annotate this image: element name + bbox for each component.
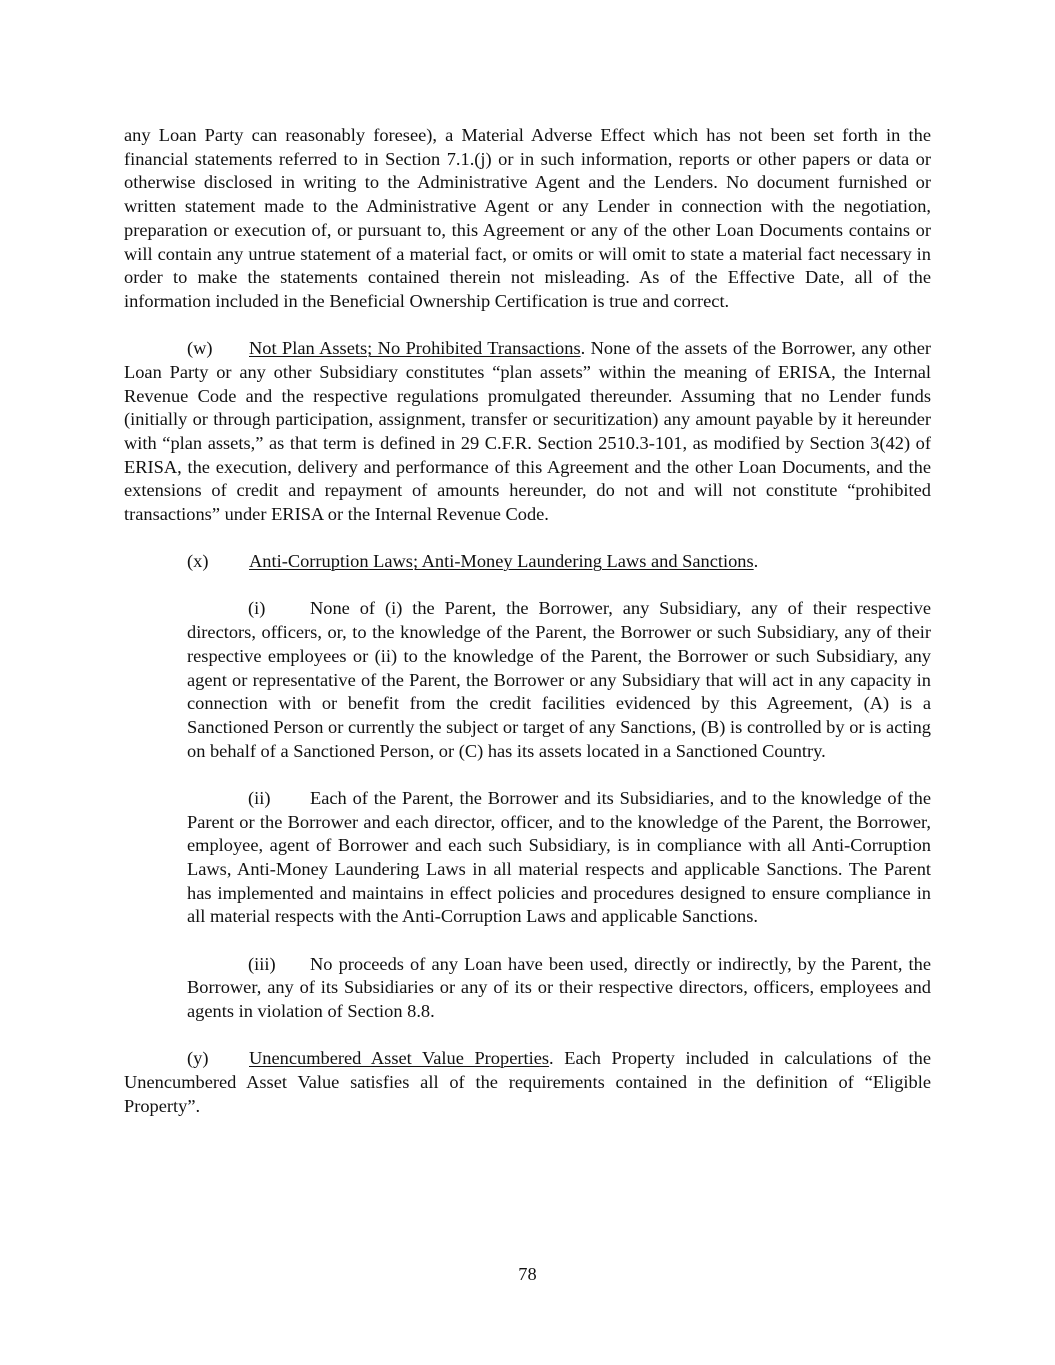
section-w-body: . None of the assets of the Borrower, any other Loan Party or any other Subsidiary constitutes “plan assets” within the meaning of ERISA, the Internal Revenue Code and the respective regulations promulgated thereunder. Assuming that no Lender funds (initially or through participation, assignment, transfer or securitization) any amount payable by it hereunder with “plan assets,” as that term is defined in 29 C.F.R. Section 2510.3-101, as modified by Section 3(42) of ERISA, the execution, delivery and performance of this Agreement and the other Loan Documents, and the extensions of credit and repayment of amounts hereunder, do not and will not constitute “prohibited transactions” under ERISA or the Internal Revenue Code. [124,338,931,525]
section-y-label: (y) [187,1048,209,1069]
section-x-item-iii-text: No proceeds of any Loan have been used, directly or indirectly, by the Parent, the Borrower, any of its Subsidiaries or any of its or their respective directors, officers, employees and agents in violation of Section 8.8. [187,953,931,1021]
section-x-item-iii-label: (iii) [248,953,276,974]
section-w-heading: Not Plan Assets; No Prohibited Transactions [249,338,581,359]
section-y-body: . Each Property included in calculations of the Unencumbered Asset Value satisfies all of the requirements contained in the definition of “Eligible Property”. [124,1048,931,1116]
section-x-item-i-label: (i) [248,598,266,619]
section-x-item-iii [187,953,931,1024]
document-page [124,124,931,1118]
section-x-item-ii-text: Each of the Parent, the Borrower and its Subsidiaries, and to the knowledge of the Parent or the Borrower and each director, officer, and to the knowledge of the Parent, the Borrower, employee, agent of Borrower and each such Subsidiary, is in compliance with all Anti-Corruption Laws, Anti-Money Laundering Laws in all material respects and applicable Sanctions. The Parent has implemented and maintains in effect policies and procedures designed to ensure compliance in all material respects with the Anti-Corruption Laws and applicable Sanctions. [187,787,931,927]
section-x-label: (x) [187,551,209,572]
section-x-heading: Anti-Corruption Laws; Anti-Money Laundering Laws and Sanctions [249,551,754,572]
section-y-paragraph [124,1047,931,1118]
section-x-item-i [187,597,931,763]
section-x-item-ii [187,787,931,929]
section-w-label: (w) [187,338,213,359]
section-x-item-i-text: None of (i) the Parent, the Borrower, any Subsidiary, any of their respective directors, officers, or, to the knowledge of the Parent, the Borrower or such Subsidiary, any of their respective employees or (ii) to the knowledge of the Parent, the Borrower or such Subsidiary, any agent or representative of the Parent, the Borrower or any Subsidiary that will act in any capacity in connection with or benefit from the credit facilities evidenced by this Agreement, (A) is a Sanctioned Person or currently the subject or target of any Sanctions, (B) is controlled by or is acting on behalf of a Sanctioned Person, or (C) has its assets located in a Sanctioned Country. [187,598,931,761]
section-x-heading-paragraph [124,550,931,574]
intro-paragraph: any Loan Party can reasonably foresee), a Material Adverse Effect which has not been set forth in the financial statements referred to in Section 7.1.(j) or in such information, reports or other papers or data or otherwise disclosed in writing to the Administrative Agent and the Lenders. No document furnished or written statement made to the Administrative Agent or any Lender in connection with the negotiation, preparation or execution of, or pursuant to, this Agreement or any of the other Loan Documents contains or will contain any untrue statement of a material fact, or omits or will omit to state a material fact necessary in order to make the statements contained therein not misleading. As of the Effective Date, all of the information included in the Beneficial Ownership Certification is true and correct. [124,125,931,311]
page-number: 78 [518,1264,537,1284]
section-x-heading-end: . [753,551,759,572]
section-y-heading: Unencumbered Asset Value Properties [249,1048,550,1069]
section-x-item-ii-label: (ii) [248,787,271,808]
section-w-paragraph [124,337,931,527]
